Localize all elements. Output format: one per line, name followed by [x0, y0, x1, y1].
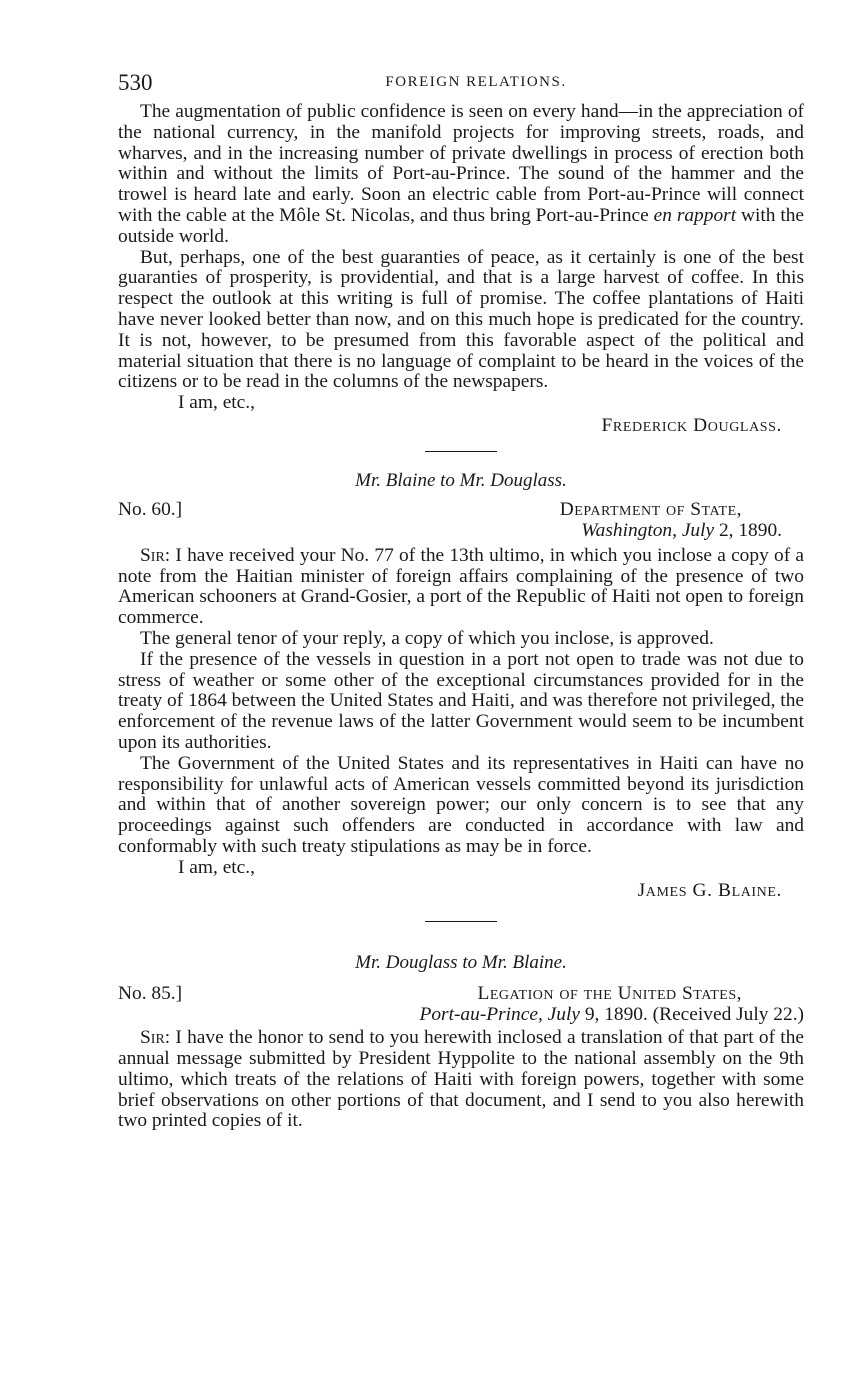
place: Washington, July: [581, 519, 715, 541]
page: [118, 70, 804, 1132]
date: 9, 1890. (Received July 22.): [579, 1004, 804, 1026]
italic-phrase: en rapport: [653, 204, 737, 226]
section-divider: [425, 451, 497, 452]
dateline: [118, 500, 804, 542]
letter-douglass-to-blaine: [118, 952, 804, 1132]
paragraph-text: The augmentation of public confidence is seen on every hand—in the appreciation of the national currency, in the manifold projects for improving streets, roads, and wharves, and in the increasing number of private dwellings in process of erection both within and without the limits of Port-au-Prince. The sound of the hammer and the trowel is heard late and early. Soon an electric cable from Port-au-Prince will connect with the cable at the Môle St. Nicolas, and thus bring Port-au-Prince: [118, 101, 804, 226]
date: 2, 1890.: [714, 519, 782, 541]
paragraph-text: with the outside world.: [118, 204, 805, 247]
header-title: FOREIGN RELATIONS.: [385, 74, 567, 90]
page-number: 530: [118, 70, 153, 95]
paragraph-text: : I have the honor to send to you herewith inclosed a translation of that part of the annual message submitted by President Hyppolite to the national assembly on the 9th ultimo, which treats of the relations of Haiti with foreign powers, together with some brief observations on other portions of that document, and I send to you also herewith two printed copies of it.: [118, 1027, 804, 1132]
paragraph: But, perhaps, one of the best guaranties of peace, as it certainly is one of the best guaranties of prosperity, is providential, and that is a large harvest of coffee. In this respect the outlook at this writing is full of promise. The coffee plantations of Haiti have never looked better than now, and on this much hope is predicated for the country. It is not, however, to be presumed from this favorable aspect of the political and material situation that there is no language of complaint to be heard in the voices of the citizens or to be read in the columns of the newspapers.: [118, 246, 804, 393]
section-title: Mr. Douglass to Mr. Blaine.: [355, 952, 567, 974]
section-title: Mr. Blaine to Mr. Douglass.: [355, 469, 567, 491]
paragraph: [118, 102, 804, 248]
paragraph: [118, 546, 804, 629]
document-number: No. 60.]: [118, 498, 183, 520]
section-divider: [425, 921, 497, 922]
office-name: Department of State,: [559, 498, 742, 520]
signature: James G. Blaine.: [637, 879, 782, 901]
place-date: [581, 521, 782, 542]
paragraph: The general tenor of your reply, a copy of which you inclose, is approved.: [140, 627, 714, 649]
running-head: [118, 70, 804, 102]
paragraph: If the presence of the vessels in question in a port not open to trade was not due to stress of weather or some other of the exceptional circumstances provided for in the treaty of 1864 between the United States and Haiti, and was therefore not privileged, the enforcement of the revenue laws of the latter Government would seem to be incumbent upon its authorities.: [118, 648, 804, 753]
letter-blaine-to-douglass: [118, 470, 804, 902]
place-date: [420, 1005, 805, 1026]
closing: I am, etc.,: [178, 856, 255, 878]
dateline: [118, 984, 804, 1026]
paragraph: [118, 1028, 804, 1132]
place: Port-au-Prince, July: [419, 1004, 580, 1026]
salutation: Sir: [140, 1027, 165, 1049]
paragraph: The Government of the United States and its representatives in Haiti can have no responsibility for unlawful acts of American vessels committed beyond its jurisdiction and within that of another sovereign power; our only concern is to see that any proceedings against such offenders are conducted in accordance with law and conformably with such treaty stipulations as may be in force.: [118, 752, 804, 857]
signature: Frederick Douglass.: [601, 414, 782, 436]
closing: I am, etc.,: [178, 392, 255, 414]
salutation: Sir: [140, 544, 165, 566]
letter-douglass-continued: [118, 102, 804, 437]
document-number: No. 85.]: [118, 983, 183, 1005]
paragraph-text: : I have received your No. 77 of the 13th ultimo, in which you inclose a copy of a note from the Haitian minister of foreign affairs complaining of the presence of two American schooners at Grand-Gosier, a port of the Republic of Haiti not open to foreign commerce.: [118, 544, 804, 629]
office-name: Legation of the United States,: [477, 983, 742, 1005]
